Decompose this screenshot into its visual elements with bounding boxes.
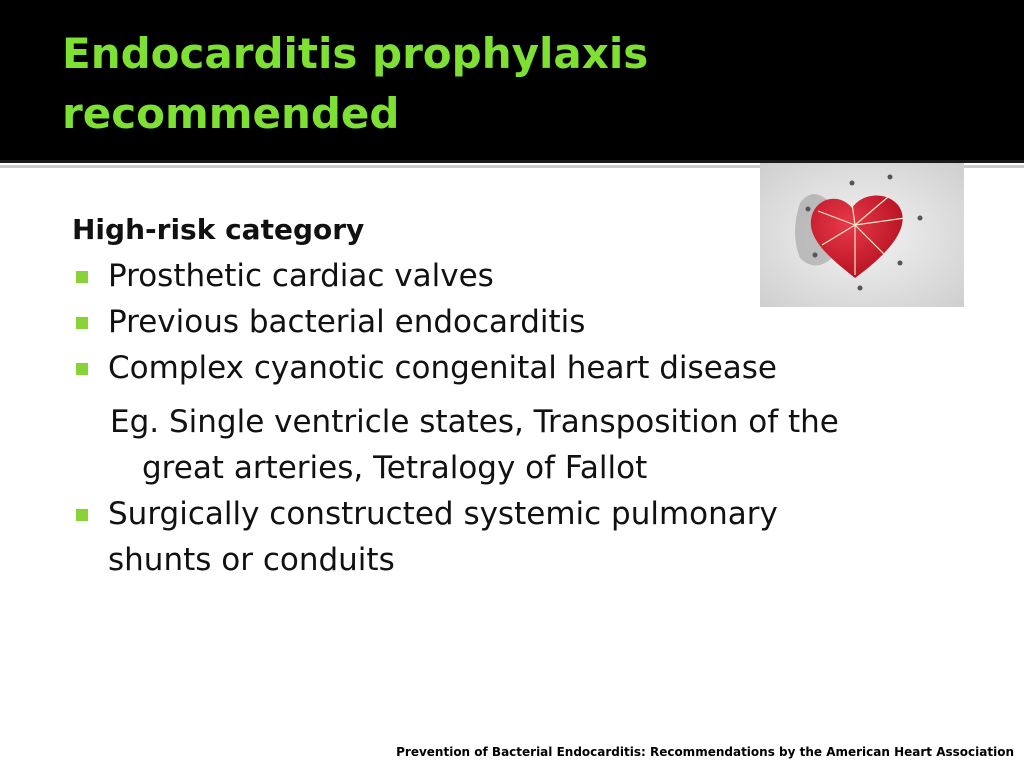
slide-title [62, 24, 762, 144]
square-bullet-icon [76, 271, 88, 283]
list-item-text: Complex cyanotic congenital heart disease [108, 350, 777, 386]
example-line2: great arteries, Tetralogy of Fallot [142, 450, 648, 486]
list-item [72, 491, 952, 583]
square-bullet-icon [76, 317, 88, 329]
slide-title-line2: recommended [62, 89, 400, 138]
example-line1: Eg. Single ventricle states, Transposition of the [110, 404, 839, 440]
list-item-text-line2: shunts or conduits [108, 542, 395, 578]
list-item [72, 253, 952, 299]
list-item-text: Prosthetic cardiac valves [108, 258, 494, 294]
slide-content [72, 207, 952, 583]
slide-title-line1: Endocarditis prophylaxis [62, 29, 649, 78]
list-item-text-line1: Surgically constructed systemic pulmonary [108, 496, 778, 532]
list-item-text: Previous bacterial endocarditis [108, 304, 586, 340]
section-heading: High-risk category [72, 213, 365, 246]
list-item [72, 345, 952, 391]
square-bullet-icon [76, 509, 88, 521]
list-item [72, 299, 952, 345]
example-text [72, 399, 952, 491]
square-bullet-icon [76, 363, 88, 375]
citation-footer: Prevention of Bacterial Endocarditis: Recommendations by the American Heart Association [396, 745, 1014, 759]
